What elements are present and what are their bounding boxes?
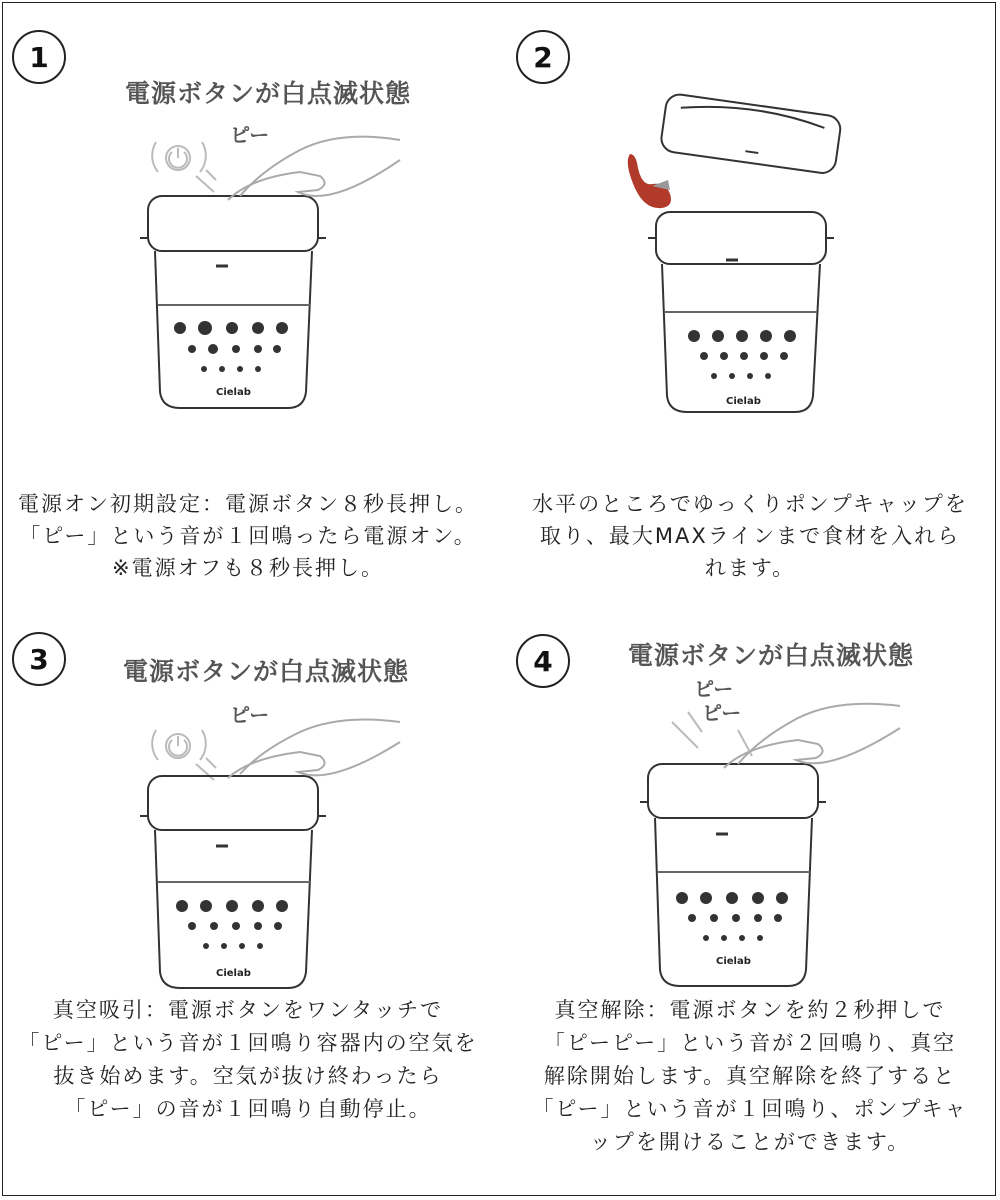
step-caption: 電源ボタンが白点滅状態 [628,641,915,670]
step-description [502,488,998,584]
step-1-panel [0,0,496,610]
description-line: れます。 [704,556,796,580]
description-line: 抜き始めます。空気が抜け終わったら [53,1064,443,1088]
description-line: 「ピー」という音が１回鳴り、ポンプキャ [532,1097,968,1121]
step-3-panel [0,612,496,1198]
description-line: 「ピー」という音が１回鳴り容器内の空気を [18,1031,478,1055]
step-description [502,994,998,1159]
brand-label: Cielab [726,396,761,407]
description-line: 真空吸引：電源ボタンをワンタッチで [52,998,444,1022]
pump-cap-icon [660,93,842,175]
step-4-panel [502,612,998,1198]
brand-label: Cielab [216,387,251,398]
vacuum-container [140,776,326,988]
container-press-illustration [0,694,496,1004]
brand-label: Cielab [716,956,751,967]
step-number-badge: 3 [12,632,66,686]
step-number-badge: 4 [516,634,570,688]
description-line: ップを開けることができます。 [589,1130,911,1154]
vacuum-container [640,764,826,986]
food-beans [688,330,796,379]
scoop-icon [628,154,671,208]
step-2-panel [502,0,998,610]
food-beans [176,900,288,949]
description-line: 「ピー」の音が１回鳴り自動停止。 [64,1097,432,1121]
step-number-badge: 2 [516,30,570,84]
beep-text: ピー [702,701,742,725]
step-number-badge: 1 [12,30,66,84]
step-description [0,488,496,584]
description-line: 解除開始します。真空解除を終了すると [543,1064,957,1088]
food-beans [174,321,288,372]
vacuum-container [648,212,834,412]
beep-lines [672,712,752,756]
description-line: 真空解除：電源ボタンを約２秒押しで [554,998,946,1022]
open-lid-illustration [502,90,998,420]
hand-icon [228,720,400,778]
power-glow-icon [152,730,216,780]
step-caption: 電源ボタンが白点滅状態 [123,657,410,686]
hand-icon [228,137,400,200]
beep-text: ピー [694,677,734,701]
description-line: 水平のところでゆっくりポンプキャップを [532,492,968,516]
beep-text: ピー [230,703,270,727]
description-line: 「ピーピー」という音が２回鳴り、真空 [543,1031,957,1055]
vacuum-container [140,196,326,408]
description-line: 「ピー」という音が１回鳴ったら電源オン。 [19,524,477,548]
container-press-illustration [0,100,496,420]
step-caption: 電源ボタンが白点滅状態 [125,79,412,108]
brand-label: Cielab [216,968,251,979]
description-line: 取り、最大MAXラインまで食材を入れら [539,524,961,548]
description-line: ※電源オフも８秒長押し。 [112,556,384,580]
container-press-illustration [502,672,998,992]
description-line: 電源オン初期設定：電源ボタン８秒長押し。 [18,492,478,516]
step-description [0,994,496,1126]
food-beans [676,892,788,941]
beep-text: ピー [230,123,270,147]
hand-icon [724,704,900,768]
power-glow-icon [152,142,216,192]
